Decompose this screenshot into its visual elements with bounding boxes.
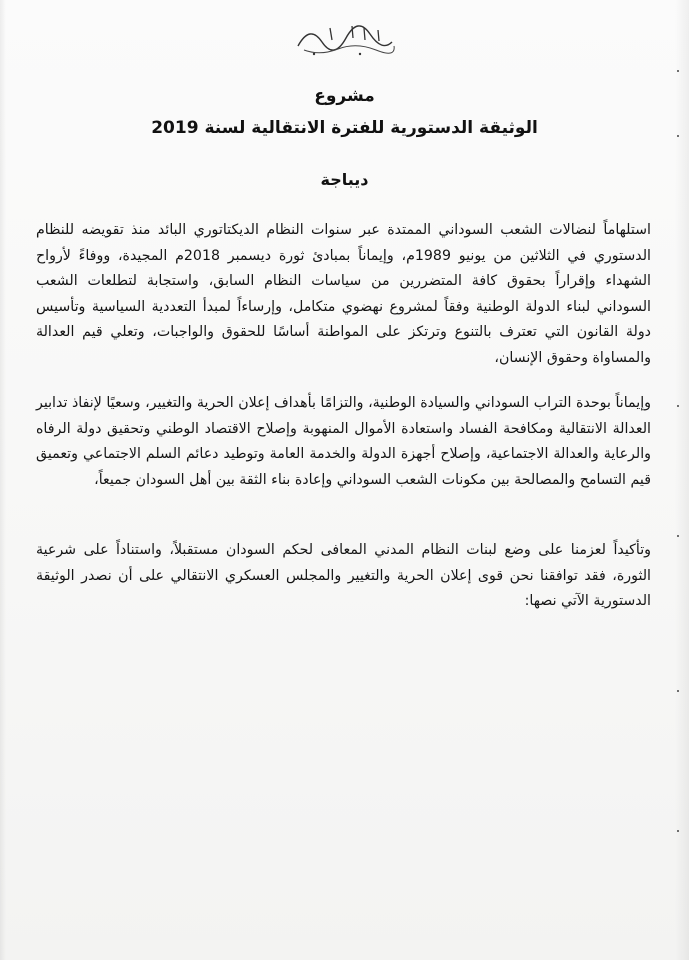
paragraph-text: وتأكيداً لعزمنا على وضع لبنات النظام المدني المعافى لحكم السودان مستقبلاً، واستناداً على شرعية الثورة، فقد توافقنا نحن قوى إعلان الحرية والتغيير والمجلس العسكري الانتقالي على أن نصدر الوثيقة الدستورية الآتي نصها: — [36, 542, 651, 610]
page-edge-shadow — [675, 0, 689, 960]
margin-dot — [677, 405, 679, 407]
margin-dot — [677, 70, 679, 72]
basmala-calligraphy — [290, 16, 400, 60]
document-label: مشروع — [314, 86, 375, 106]
preamble-paragraph-3 — [36, 524, 651, 629]
margin-dot — [677, 135, 679, 137]
margin-dot — [677, 535, 679, 537]
paragraph-text: وإيماناً بوحدة التراب السوداني والسيادة الوطنية، والتزامًا بأهداف إعلان الحرية والتغيير، وسعيًا لإنفاذ تدابير العدالة الانتقالية ومكافحة الفساد واستعادة الأموال المنهوبة وإصلاح الاقتصاد الوطني وتحقيق دولة الرفاه والرعاية والعدالة الاجتماعية، وإصلاح أجهزة الدولة والخدمة العامة وتوطيد دعائم السلم الاجتماعي وتعميق قيم التسامح والمصالحة بين مكونات الشعب السوداني وإعادة بناء الثقة بين أهل السودان جميعاً، — [36, 395, 651, 488]
document-title: الوثيقة الدستورية للفترة الانتقالية لسنة 2019 — [151, 118, 538, 138]
section-heading-preamble: ديباجة — [320, 170, 369, 189]
margin-dot — [677, 690, 679, 692]
preamble-paragraph-1 — [36, 204, 651, 385]
paragraph-text: استلهاماً لنضالات الشعب السوداني الممتدة عبر سنوات النظام الديكتاتوري البائد منذ تقويضه للنظام الدستوري في الثلاثين من يونيو 1989م، وإيماناً بمبادئ ثورة ديسمبر 2018م المجيدة، ووفاءً لأرواح الشهداء وإقراراً بحقوق كافة المتضررين من سياسات النظام السابق، واستجابة لتطلعات الشعب السوداني لبناء الدولة الوطنية وفقاً لمشروع نهضوي متكامل، وإرساءاً لمبدأ التعددية السياسية وتأسيس دولة القانون التي تعترف بالتنوع وترتكز على المواطنة أساسًا للحقوق والواجبات، وتعلي قيم العدالة والمساواة وحقوق الإنسان، — [36, 222, 651, 366]
preamble-paragraph-2 — [36, 377, 651, 507]
margin-dot — [677, 830, 679, 832]
